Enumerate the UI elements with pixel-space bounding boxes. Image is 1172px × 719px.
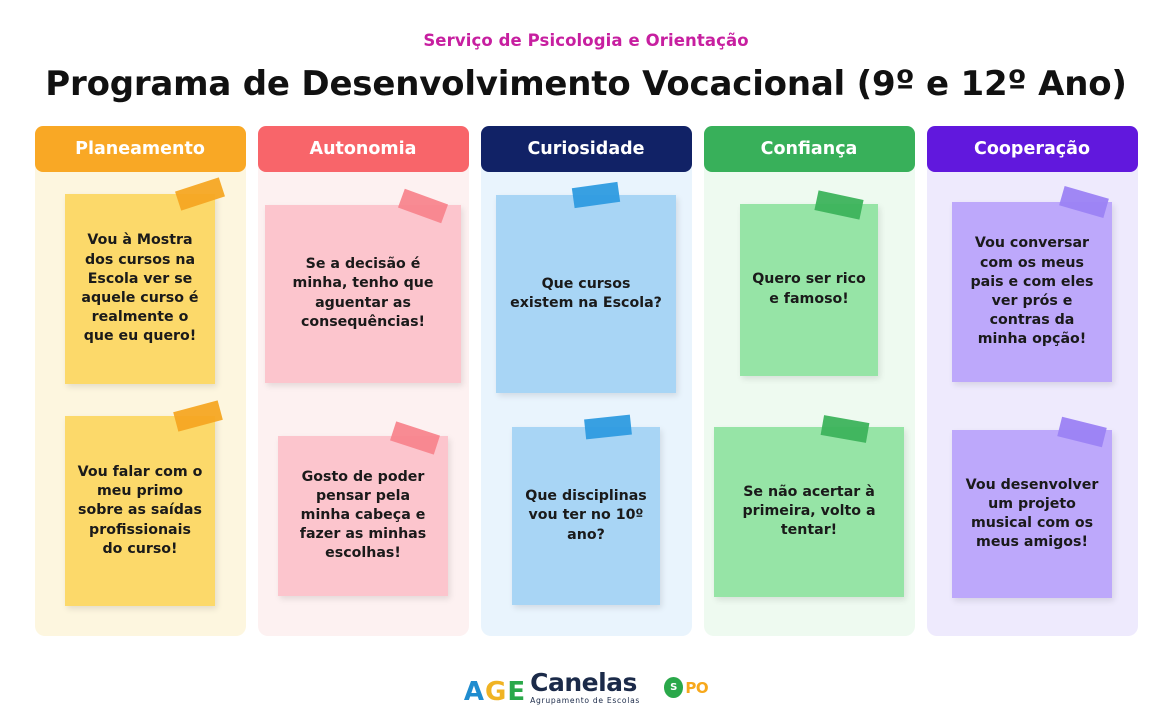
note-card: Quero ser rico e famoso!: [740, 204, 878, 376]
note-card: Que cursos existem na Escola?: [496, 195, 676, 393]
logo-letter-e: E: [507, 677, 526, 707]
note-wrap: [740, 204, 878, 376]
note-wrap: [65, 416, 215, 606]
column-header-autonomia: Autonomia: [258, 126, 469, 172]
column-header-confianca: Confiança: [704, 126, 915, 172]
note-card: Vou à Mostra dos cursos na Escola ver se aquele curso é realmente o que eu quero!: [65, 194, 215, 384]
notes-list-curiosidade: [481, 172, 692, 626]
note-wrap: [65, 194, 215, 384]
note-wrap: [714, 427, 904, 597]
notes-list-planeamento: [35, 172, 246, 626]
note-card: Vou falar com o meu primo sobre as saídas profissionais do curso!: [65, 416, 215, 606]
school-name: Canelas: [530, 668, 637, 698]
column-curiosidade: [481, 126, 692, 636]
school-name-block: [530, 670, 640, 705]
logo-letter-a: A: [463, 677, 485, 707]
column-autonomia: [258, 126, 469, 636]
school-tagline: Agrupamento de Escolas: [530, 696, 641, 706]
note-card: Se não acertar à primeira, volto a tentar!: [714, 427, 904, 597]
page-title: Programa de Desenvolvimento Vocacional (9º e 12º Ano): [45, 64, 1127, 104]
note-wrap: [278, 436, 448, 596]
school-logo: [464, 670, 640, 705]
column-header-curiosidade: Curiosidade: [481, 126, 692, 172]
note-card: Se a decisão é minha, tenho que aguentar as consequências!: [265, 205, 461, 383]
aei-letters: [464, 675, 525, 705]
note-wrap: [512, 427, 660, 605]
column-planeamento: [35, 126, 246, 636]
note-card: Vou desenvolver um projeto musical com os meus amigos!: [952, 430, 1112, 598]
note-wrap: [952, 430, 1112, 598]
footer: [0, 670, 1172, 705]
notes-list-autonomia: [258, 172, 469, 626]
column-header-planeamento: Planeamento: [35, 126, 246, 172]
columns-container: [0, 126, 1172, 636]
notes-list-confianca: [704, 172, 915, 626]
logo-letter-g: G: [485, 677, 507, 707]
note-card: Que disciplinas vou ter no 10º ano?: [512, 427, 660, 605]
poster-subtitle: Serviço de Psicologia e Orientação: [423, 31, 749, 50]
spo-logo: [664, 673, 708, 703]
note-wrap: [265, 205, 461, 383]
column-cooperacao: [927, 126, 1138, 636]
column-header-cooperacao: Cooperação: [927, 126, 1138, 172]
column-confianca: [704, 126, 915, 636]
spo-letters: PO: [685, 678, 709, 697]
note-wrap: [952, 202, 1112, 382]
notes-list-cooperacao: [927, 172, 1138, 626]
note-card: Vou conversar com os meus pais e com eles ver prós e contras da minha opção!: [952, 202, 1112, 382]
note-card: Gosto de poder pensar pela minha cabeça e fazer as minhas escolhas!: [278, 436, 448, 596]
spo-circle-icon: S: [664, 677, 683, 698]
note-wrap: [496, 195, 676, 393]
